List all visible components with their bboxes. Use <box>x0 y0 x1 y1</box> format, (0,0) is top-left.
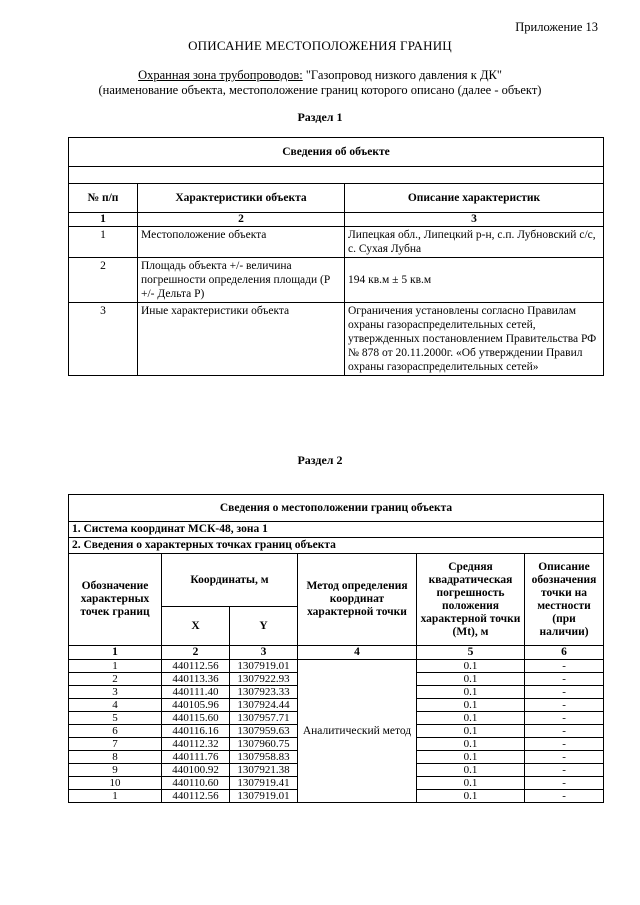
point-id: 6 <box>69 725 162 738</box>
point-id: 4 <box>69 699 162 712</box>
point-error: 0.1 <box>417 751 525 764</box>
row-num: 3 <box>69 303 138 376</box>
row-characteristic: Местоположение объекта <box>138 227 345 258</box>
object-name-note: (наименование объекта, местоположение границ которого описано (далее - объект) <box>98 83 542 97</box>
point-x: 440111.76 <box>162 751 230 764</box>
points-info-heading: 2. Сведения о характерных точках границ объекта <box>69 538 604 554</box>
table-row <box>69 227 604 258</box>
boundary-points-table <box>68 494 604 803</box>
point-id: 9 <box>69 764 162 777</box>
object-info-header: Сведения об объекте <box>69 138 604 167</box>
point-x: 440113.36 <box>162 673 230 686</box>
point-x: 440110.60 <box>162 777 230 790</box>
point-id: 3 <box>69 686 162 699</box>
point-x: 440116.16 <box>162 725 230 738</box>
zone-label: Охранная зона трубопроводов: <box>138 68 303 82</box>
point-x: 440100.92 <box>162 764 230 777</box>
point-error: 0.1 <box>417 790 525 803</box>
point-y: 1307957.71 <box>230 712 298 725</box>
point-description: - <box>525 764 604 777</box>
point-error: 0.1 <box>417 738 525 751</box>
col-num-header: № п/п <box>69 184 138 213</box>
point-description: - <box>525 751 604 764</box>
col-char-header: Характеристики объекта <box>138 184 345 213</box>
point-description: - <box>525 673 604 686</box>
col-point-header: Обозначение характерных точек границ <box>69 554 162 646</box>
row-num: 2 <box>69 258 138 303</box>
point-description: - <box>525 738 604 751</box>
point-error: 0.1 <box>417 712 525 725</box>
col-number: 1 <box>69 213 138 227</box>
row-description: 194 кв.м ± 5 кв.м <box>345 258 604 303</box>
point-x: 440105.96 <box>162 699 230 712</box>
coordinate-system: 1. Система координат МСК-48, зона 1 <box>69 522 604 538</box>
object-name-line <box>0 68 640 83</box>
spacer-row <box>69 167 604 184</box>
boundary-header: Сведения о местоположении границ объекта <box>69 495 604 522</box>
point-id: 1 <box>69 660 162 673</box>
point-error: 0.1 <box>417 660 525 673</box>
point-y: 1307919.01 <box>230 790 298 803</box>
row-characteristic: Иные характеристики объекта <box>138 303 345 376</box>
method-cell: Аналитический метод <box>298 660 417 803</box>
object-info-table <box>68 137 604 376</box>
point-description: - <box>525 660 604 673</box>
zone-name: "Газопровод низкого давления к ДК" <box>302 68 502 82</box>
col-number: 2 <box>162 646 230 660</box>
col-desc-header: Описание обозначения точки на местности (при наличии) <box>525 554 604 646</box>
section2-title: Раздел 2 <box>297 453 343 467</box>
col-number: 1 <box>69 646 162 660</box>
row-description: Ограничения установлены согласно Правилам охраны газораспределительных сетей, утвержденных постановлением Правительства РФ № 878 от 20.11.2000г. «Об утверждении Правил охраны газораспределительных сетей» <box>345 303 604 376</box>
point-description: - <box>525 712 604 725</box>
point-y: 1307922.93 <box>230 673 298 686</box>
col-error-header: Средняя квадратическая погрешность положения характерной точки (Mt), м <box>417 554 525 646</box>
table-row <box>69 303 604 376</box>
point-error: 0.1 <box>417 764 525 777</box>
point-y: 1307958.83 <box>230 751 298 764</box>
col-x-header: X <box>162 607 230 646</box>
point-x: 440115.60 <box>162 712 230 725</box>
row-num: 1 <box>69 227 138 258</box>
point-description: - <box>525 790 604 803</box>
col-y-header: Y <box>230 607 298 646</box>
col-method-header: Метод определения координат характерной точки <box>298 554 417 646</box>
col-number: 2 <box>138 213 345 227</box>
points-body <box>69 660 604 803</box>
point-id: 10 <box>69 777 162 790</box>
point-error: 0.1 <box>417 699 525 712</box>
col-number: 3 <box>345 213 604 227</box>
section1-title: Раздел 1 <box>297 110 343 124</box>
point-error: 0.1 <box>417 777 525 790</box>
row-description: Липецкая обл., Липецкий р-н, с.п. Лубновский с/с, с. Сухая Лубна <box>345 227 604 258</box>
col-desc-header: Описание характеристик <box>345 184 604 213</box>
col-number: 5 <box>417 646 525 660</box>
table-row <box>69 258 604 303</box>
point-description: - <box>525 699 604 712</box>
appendix-label: Приложение 13 <box>515 20 598 34</box>
row-characteristic: Площадь объекта +/- величина погрешности определения площади (Р +/- Дельта Р) <box>138 258 345 303</box>
point-id: 5 <box>69 712 162 725</box>
col-coords-header: Координаты, м <box>162 554 298 607</box>
point-y: 1307923.33 <box>230 686 298 699</box>
point-description: - <box>525 777 604 790</box>
point-x: 440112.56 <box>162 790 230 803</box>
point-error: 0.1 <box>417 686 525 699</box>
document-title: ОПИСАНИЕ МЕСТОПОЛОЖЕНИЯ ГРАНИЦ <box>188 38 452 53</box>
point-error: 0.1 <box>417 725 525 738</box>
point-y: 1307921.38 <box>230 764 298 777</box>
col-number: 3 <box>230 646 298 660</box>
point-y: 1307924.44 <box>230 699 298 712</box>
point-y: 1307960.75 <box>230 738 298 751</box>
table-row <box>69 660 604 673</box>
point-y: 1307919.41 <box>230 777 298 790</box>
point-id: 7 <box>69 738 162 751</box>
point-id: 1 <box>69 790 162 803</box>
point-id: 2 <box>69 673 162 686</box>
col-number: 6 <box>525 646 604 660</box>
point-x: 440112.32 <box>162 738 230 751</box>
point-x: 440111.40 <box>162 686 230 699</box>
point-error: 0.1 <box>417 673 525 686</box>
point-id: 8 <box>69 751 162 764</box>
point-x: 440112.56 <box>162 660 230 673</box>
col-number: 4 <box>298 646 417 660</box>
point-y: 1307919.01 <box>230 660 298 673</box>
point-description: - <box>525 725 604 738</box>
point-y: 1307959.63 <box>230 725 298 738</box>
point-description: - <box>525 686 604 699</box>
